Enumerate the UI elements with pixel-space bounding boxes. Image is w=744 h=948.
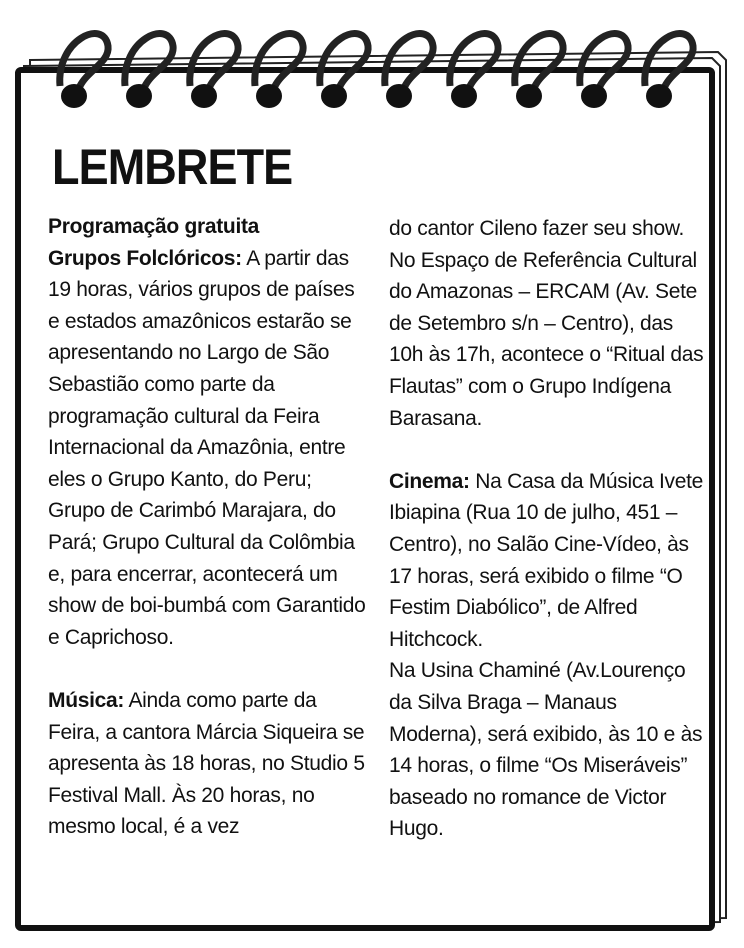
usina-paragraph: Na Usina Chaminé (Av.Lourenço da Silva Braga – Manaus Moderna), será exibido, às 10 e às 14 horas, o filme “Os Miseráveis” baseado no romance de Victor Hugo. (389, 659, 703, 841)
music-text: Ainda como parte da Feira, a cantora Márcia Siqueira se apresenta às 18 horas, no Studio 5 Festival Mall. Às 20 horas, no mesmo local, é a vez (48, 688, 365, 839)
music-lead: Música: (48, 688, 125, 712)
binding-hole-icon (646, 84, 672, 108)
spacer (48, 653, 366, 685)
binding-hole-icon (61, 84, 87, 108)
cinema-paragraph (389, 466, 709, 656)
music-continued-paragraph: do cantor Cileno fazer seu show. No Espaço de Referência Cultural do Amazonas – ERCAM (Av. Sete de Setembro s/n – Centro), das 10h às 17h, acontece o “Ritual das Flautas” com o Grupo Indígena Barasana. (389, 217, 704, 430)
binding-hole-icon (321, 84, 347, 108)
folk-groups-paragraph (48, 243, 366, 654)
right-column (389, 213, 709, 845)
binding-hole-icon (191, 84, 217, 108)
music-paragraph (48, 685, 366, 843)
binding-hole-icon (451, 84, 477, 108)
section-subtitle: Programação gratuita (48, 215, 260, 238)
binding-hole-icon (256, 84, 282, 108)
binding-hole-icon (581, 84, 607, 108)
spacer (389, 434, 709, 466)
cinema-lead: Cinema: (389, 469, 470, 493)
binding-hole-icon (386, 84, 412, 108)
note-title: LEMBRETE (52, 139, 293, 195)
binding-hole-icon (126, 84, 152, 108)
folk-groups-lead: Grupos Folclóricos: (48, 246, 242, 270)
cinema-text: Na Casa da Música Ivete Ibiapina (Rua 10 de julho, 451 – Centro), no Salão Cine-Vídeo, às 17 horas, será exibido o filme “O Festim Diabólico”, de Alfred Hitchcock. (389, 469, 704, 651)
folk-groups-text: A partir das 19 horas, vários grupos de países e estados amazônicos estarão se apresentando no Largo de São Sebastião como parte da programação cultural da Feira Internacional da Amazônia, entre eles o Grupo Kanto, do Peru; Grupo de Carimbó Marajara, do Pará; Grupo Cultural da Colômbia e, para encerrar, acontecerá um show de boi-bumbá com Garantido e Caprichoso. (48, 246, 366, 649)
binding-hole-icon (516, 84, 542, 108)
left-column (48, 211, 366, 843)
